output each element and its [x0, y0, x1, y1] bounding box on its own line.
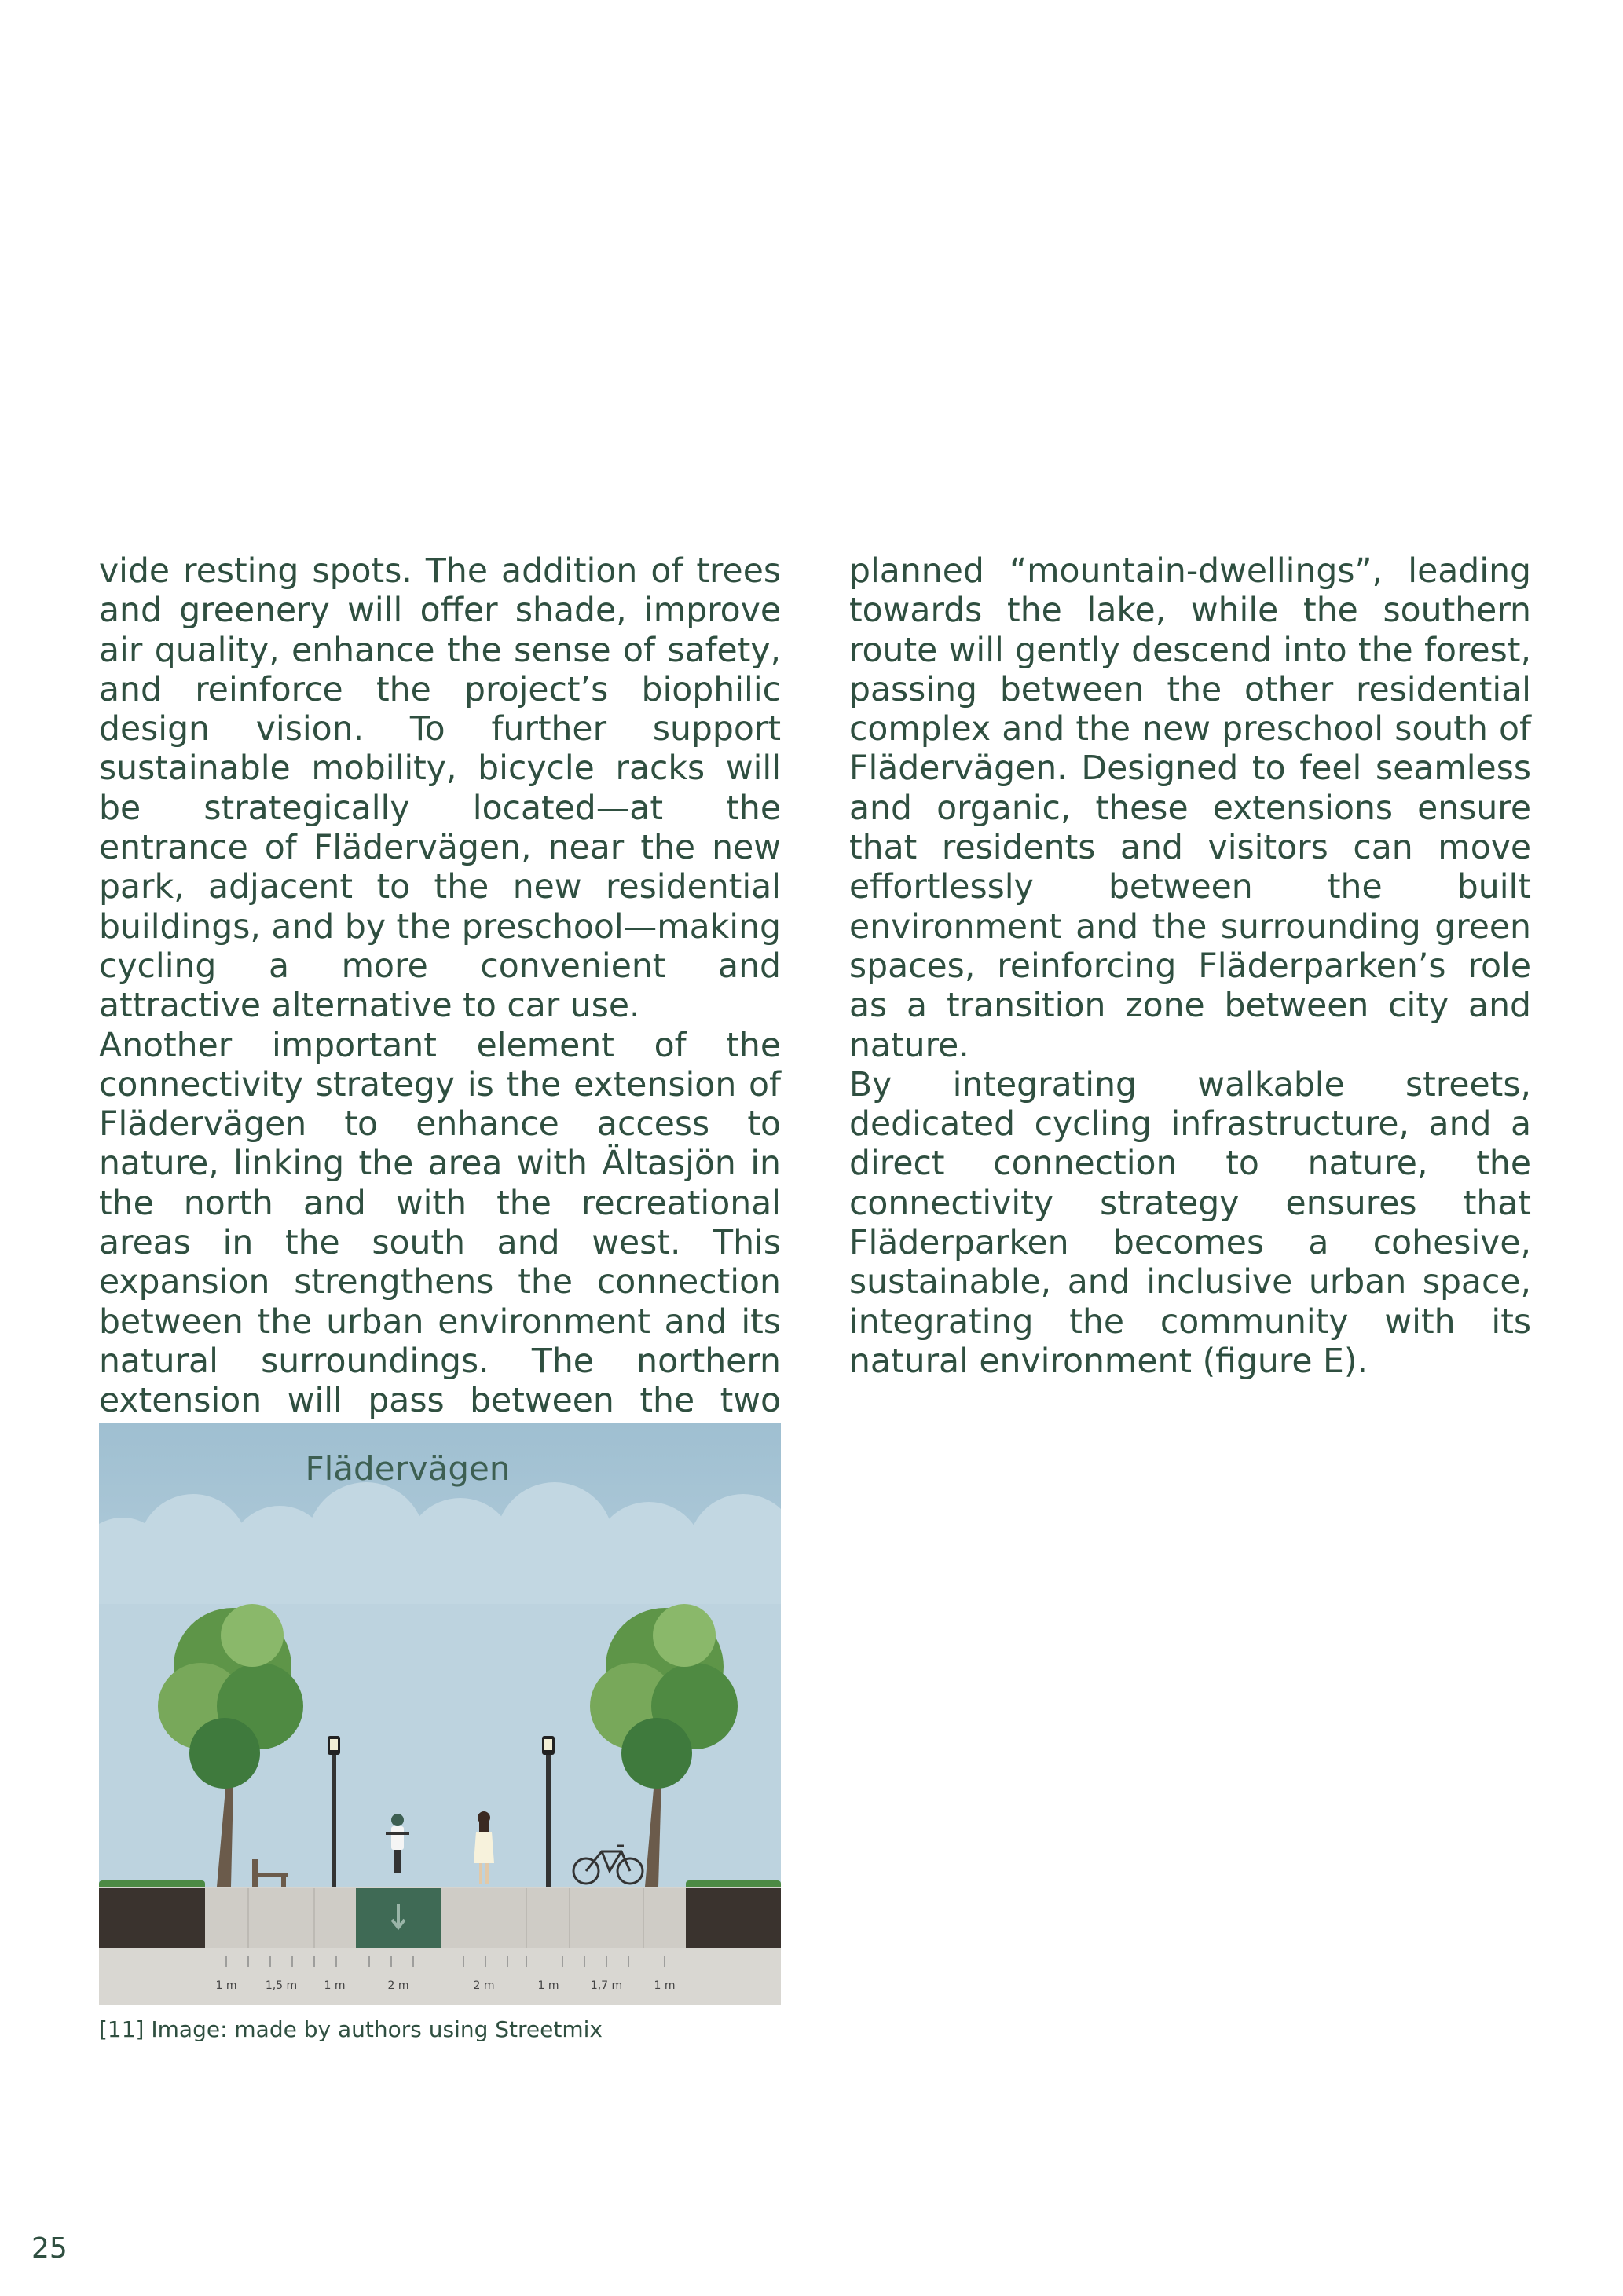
text-column-right [849, 552, 1531, 1382]
street-section-illustration [99, 1423, 781, 2005]
segment-width-label: 1 m [215, 1979, 237, 1992]
paragraph: By integrating walkable streets, dedicated cycling infrastructure, and a direct connection to nature, the connectivity strategy ensures that Fläderparken becomes a cohesive, sustainable, and inclusive urban space, integrating the community with its natural environment (figure E). [849, 1065, 1531, 1381]
page-number: 25 [31, 2232, 68, 2265]
segment-width-label: 1 m [654, 1979, 676, 1992]
paragraph: vide resting spots. The addition of trees and greenery will offer shade, improve air quality, enhance the sense of safety, and reinforce the project’s biophilic design vision. To further support sustainable mobility, bicycle racks will be strategically located—at the entrance of Flädervägen, near the new park, adjacent to the new residential buildings, and by the preschool—making cycling a more convenient and attractive alternative to car use. [99, 552, 781, 1026]
text-column-left [99, 552, 781, 1461]
planter-right [686, 1888, 781, 1948]
street-section-figure [99, 1423, 781, 2005]
figure-title: Flädervägen [305, 1449, 511, 1488]
planter-left [99, 1888, 205, 1948]
paragraph: Another important element of the connectivity strategy is the extension of Flädervägen to enhance access to nature, linking the area with Ältasjön in the north and with the recreational areas in the south and west. This expansion strengthens the connection between the urban environment and its natural surroundings. The northern extension will pass between the two [99, 1026, 781, 1421]
segment-width-label: 2 m [473, 1979, 495, 1992]
segment-width-label: 1 m [324, 1979, 346, 1992]
segment-width-label: 1 m [537, 1979, 559, 1992]
figure-caption: [11] Image: made by authors using Streetmix [99, 2016, 603, 2042]
segment-width-label: 1,7 m [590, 1979, 623, 1992]
segment-width-label: 1,5 m [265, 1979, 298, 1992]
sidewalk [205, 1888, 686, 1948]
segment-width-label: 2 m [387, 1979, 409, 1992]
paragraph: planned “mountain-dwellings”, leading towards the lake, while the southern route will gently descend into the forest, passing between the other residential complex and the new preschool south of Flädervägen. Designed to feel seamless and organic, these extensions ensure that residents and visitors can move effortlessly between the built environment and the surrounding green spaces, reinforcing Fläderparken’s role as a transition zone between city and nature. [849, 552, 1531, 1065]
